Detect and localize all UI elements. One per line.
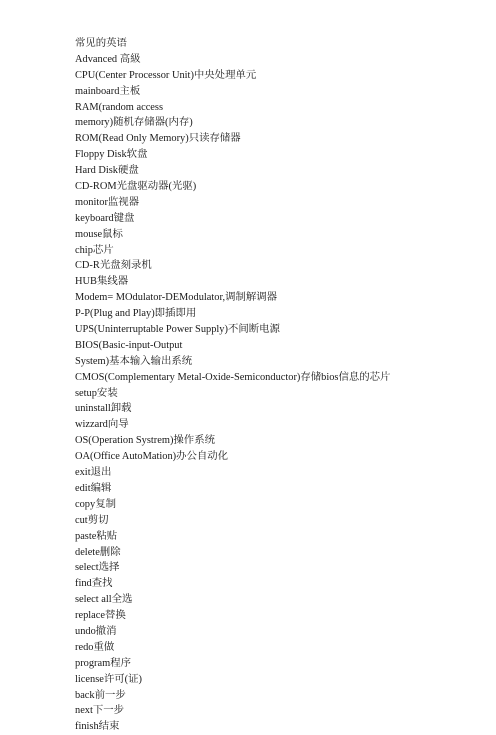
document-body bbox=[75, 36, 485, 735]
term-line: back前一步 bbox=[75, 689, 126, 701]
term-line: System)基本输入输出系统 bbox=[75, 355, 193, 367]
term-line: select选择 bbox=[75, 562, 120, 574]
term-line: Hard Disk硬盘 bbox=[75, 165, 139, 177]
term-line: Floppy Disk软盘 bbox=[75, 149, 148, 161]
term-line: setup安装 bbox=[75, 387, 118, 399]
term-line: next下一步 bbox=[75, 705, 125, 717]
term-line: license许可(证) bbox=[75, 673, 142, 685]
term-line: select all全选 bbox=[75, 594, 133, 606]
term-line: redo重做 bbox=[75, 641, 115, 653]
term-line: paste粘贴 bbox=[75, 530, 118, 542]
term-line: OA(Office AutoMation)办公自动化 bbox=[75, 451, 229, 463]
term-line: replace替换 bbox=[75, 610, 126, 622]
term-line: Advanced 高級 bbox=[75, 53, 141, 65]
term-line: wizzard向导 bbox=[75, 419, 129, 431]
term-line: CD-R光盘刻录机 bbox=[75, 260, 152, 272]
term-line: OS(Operation Systrem)操作系统 bbox=[75, 435, 215, 447]
term-line: RAM(random access bbox=[75, 101, 164, 113]
term-line: BIOS(Basic-input-Output bbox=[75, 339, 183, 351]
term-line: UPS(Uninterruptable Power Supply)不间断电源 bbox=[75, 324, 280, 336]
term-line: undo撤消 bbox=[75, 625, 117, 637]
term-line: exit退出 bbox=[75, 467, 112, 479]
term-line: Modem= MOdulator-DEModulator,调制解调器 bbox=[75, 292, 278, 304]
term-line: HUB集线器 bbox=[75, 276, 129, 288]
term-line: program程序 bbox=[75, 657, 131, 669]
term-line: keyboard键盘 bbox=[75, 212, 135, 224]
term-line: edit编辑 bbox=[75, 482, 112, 494]
term-line: mouse鼠标 bbox=[75, 228, 123, 240]
term-line: memory)随机存储器(内存) bbox=[75, 117, 193, 129]
term-line: delete删除 bbox=[75, 546, 121, 558]
term-line: find查找 bbox=[75, 578, 113, 590]
term-line: P-P(Plug and Play)即插即用 bbox=[75, 308, 197, 320]
term-line: CD-ROM光盘驱动器(光驱) bbox=[75, 181, 197, 193]
document-title: 常见的英语 bbox=[75, 38, 127, 49]
term-line: finish结束 bbox=[75, 721, 120, 733]
term-line: uninstall卸载 bbox=[75, 403, 132, 415]
term-line: chip芯片 bbox=[75, 244, 114, 256]
term-line: cut剪切 bbox=[75, 514, 109, 526]
term-line: monitor监视器 bbox=[75, 196, 140, 208]
term-line: ROM(Read Only Memory)只读存储器 bbox=[75, 133, 241, 145]
term-line: copy复制 bbox=[75, 498, 116, 510]
term-line: CPU(Center Processor Unit)中央处理单元 bbox=[75, 69, 257, 81]
term-line: mainboard主板 bbox=[75, 85, 141, 97]
term-line: CMOS(Complementary Metal-Oxide-Semiconductor)存储bios信息的芯片 bbox=[75, 371, 391, 383]
